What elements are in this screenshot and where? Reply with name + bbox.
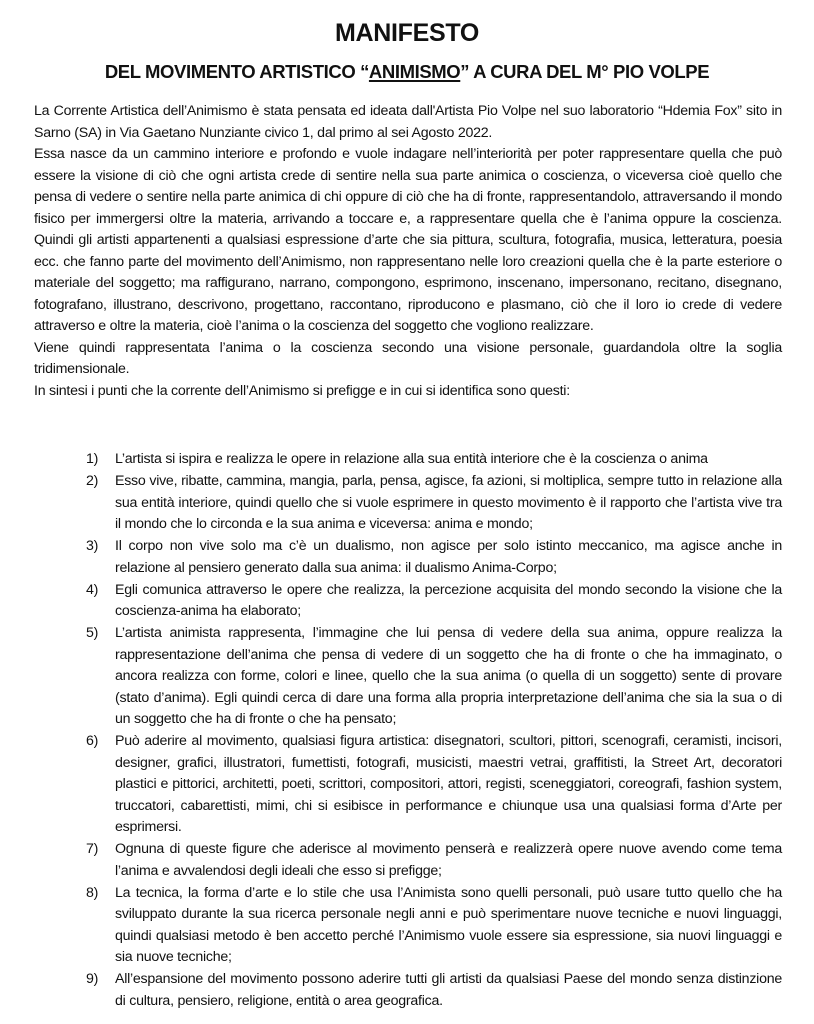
list-item-text: Esso vive, ribatte, cammina, mangia, parla, pensa, agisce, fa azioni, si moltiplica, sempre tutto in relazione alla sua entità interiore, quindi quello che si vuole esprimere in questo movimento è il rapporto che l’artista vive tra il mondo che lo circonda e la sua anima e viceversa: anima e mondo; <box>115 473 782 532</box>
list-item <box>86 471 782 536</box>
list-item <box>86 536 782 579</box>
list-item-number: 4) <box>86 581 99 598</box>
list-item-number: 7) <box>86 841 99 857</box>
paragraph-origin: La Corrente Artistica dell’Animismo è stata pensata ed ideata dall'Artista Pio Volpe nel suo laboratorio “Hdemia Fox” sito in Sarno (SA) in Via Gaetano Nunziante civico 1, dal primo al sei Agosto 2022. <box>34 103 782 141</box>
list-item-text: All’espansione del movimento possono aderire tutti gli artisti da qualsiasi Paese del mondo senza distinzione di cultura, pensiero, religione, entità o area geografica. <box>115 971 782 1009</box>
intro-text <box>34 101 782 402</box>
subtitle-prefix: DEL MOVIMENTO ARTISTICO “ <box>104 61 369 82</box>
list-item-text: L’artista si ispira e realizza le opere in relazione alla sua entità interiore che è la coscienza o anima <box>115 451 708 467</box>
list-item <box>86 623 782 731</box>
list-item-number: 6) <box>86 733 99 749</box>
list-item <box>86 839 782 882</box>
list-item-number: 2) <box>86 473 99 489</box>
list-item-text: Ognuna di queste figure che aderisce al movimento penserà e realizzerà opere nuove avendo come tema l’anima e avvalendosi degli ideali che esso si prefigge; <box>115 841 782 879</box>
subtitle-suffix: ” A CURA DEL M° PIO VOLPE <box>460 61 710 82</box>
subtitle-movement-name: ANIMISMO <box>368 61 461 82</box>
document-subtitle <box>0 60 814 84</box>
list-item <box>86 580 782 623</box>
document-title: MANIFESTO <box>334 19 480 47</box>
list-item <box>86 731 782 839</box>
list-item-text: Egli comunica attraverso le opere che realizza, la percezione acquisita del mondo secondo la visione che la coscienza-anima ha elaborato; <box>115 581 782 619</box>
list-item-number: 9) <box>86 971 99 987</box>
list-item-number: 3) <box>86 538 99 554</box>
list-item-number: 5) <box>86 625 99 641</box>
list-item <box>86 883 782 969</box>
paragraph-description: Essa nasce da un cammino interiore e profondo e vuole indagare nell’interiorità per poter rappresentare quella che può essere la visione di ciò che ogni artista crede di sentire nella sua parte animica o coscienza, o viceversa cioè quello che pensa di vedere o sentire nella parte animica di chi oppure di ciò che ha di fronte, rappresentandolo, attraversando il mondo fisico per immergersi oltre la materia, arrivando a toccare e, a rappresentare quella che è l’anima oppure la coscienza. Quindi gli artisti appartenenti a qualsiasi espressione d’arte che sia pittura, scultura, fotografia, musica, letteratura, poesia ecc. che fanno parte del movimento dell’Animismo, non rappresentano nelle loro creazioni quella che è la parte esteriore o materiale del soggetto; ma raffigurano, narrano, compongono, esprimono, inscenano, impersonano, recitano, disegnano, fotografano, illustrano, descrivono, progettano, raccontano, riproducono e plasmano, ciò che il loro io crede di vedere attraverso e oltre la materia, cioè l’anima o la coscienza del soggetto che vogliono realizzare. <box>34 146 782 334</box>
list-item-text: Il corpo non vive solo ma c’è un dualismo, non agisce per solo istinto meccanico, ma agisce anche in relazione al pensiero generato dalla sua anima: il dualismo Anima-Corpo; <box>115 538 782 576</box>
list-item-text: L’artista animista rappresenta, l’immagine che lui pensa di vedere della sua anima, oppure realizza la rappresentazione dell’anima che pensa di vedere di un soggetto che ha di fronte o che ha immaginato, o ancora realizza con forme, colori e linee, quello che la sua anima (o quella di un soggetto) sente di provare (stato d’anima). Egli quindi cerca di dare una forma alla propria interpretazione dell’anima che sia la sua o di un soggetto che ha di fronte o che ha pensato; <box>115 625 782 727</box>
list-item-text: La tecnica, la forma d’arte e lo stile che usa l’Animista sono quelli personali, può usare tutto quello che ha sviluppato durante la sua ricerca personale negli anni e può sperimentare nuove tecniche e nuovi linguaggi, quindi qualsiasi metodo è ben accetto perché l’Animismo vuole essere sia espressione, sia nuovi linguaggi e sia nuove tecniche; <box>115 884 782 965</box>
list-item-text: Può aderire al movimento, qualsiasi figura artistica: disegnatori, scultori, pittori, scenografi, ceramisti, incisori, designer, grafici, illustratori, fumettisti, fotografi, musicisti, maestri vetrai, graffitisti, la Street Art, decoratori plastici e pittorici, architetti, poeti, scrittori, compositori, attori, registi, sceneggiatori, coreografi, fashion system, truccatori, cabarettisti, mimi, chi si esibisce in performance e chiunque usa una qualsiasi forma d’Arte per esprimersi. <box>115 733 782 835</box>
paragraph-summary-intro: In sintesi i punti che la corrente dell’Animismo si prefigge e in cui si identifica sono questi: <box>34 382 570 399</box>
list-item-number: 1) <box>86 451 99 467</box>
manifesto-points-list <box>86 449 782 1012</box>
list-item-number: 8) <box>86 884 99 901</box>
list-item <box>86 969 782 1012</box>
list-item <box>86 449 782 471</box>
paragraph-vision: Viene quindi rappresentata l’anima o la coscienza secondo una visione personale, guardandola oltre la soglia tridimensionale. <box>34 339 782 377</box>
